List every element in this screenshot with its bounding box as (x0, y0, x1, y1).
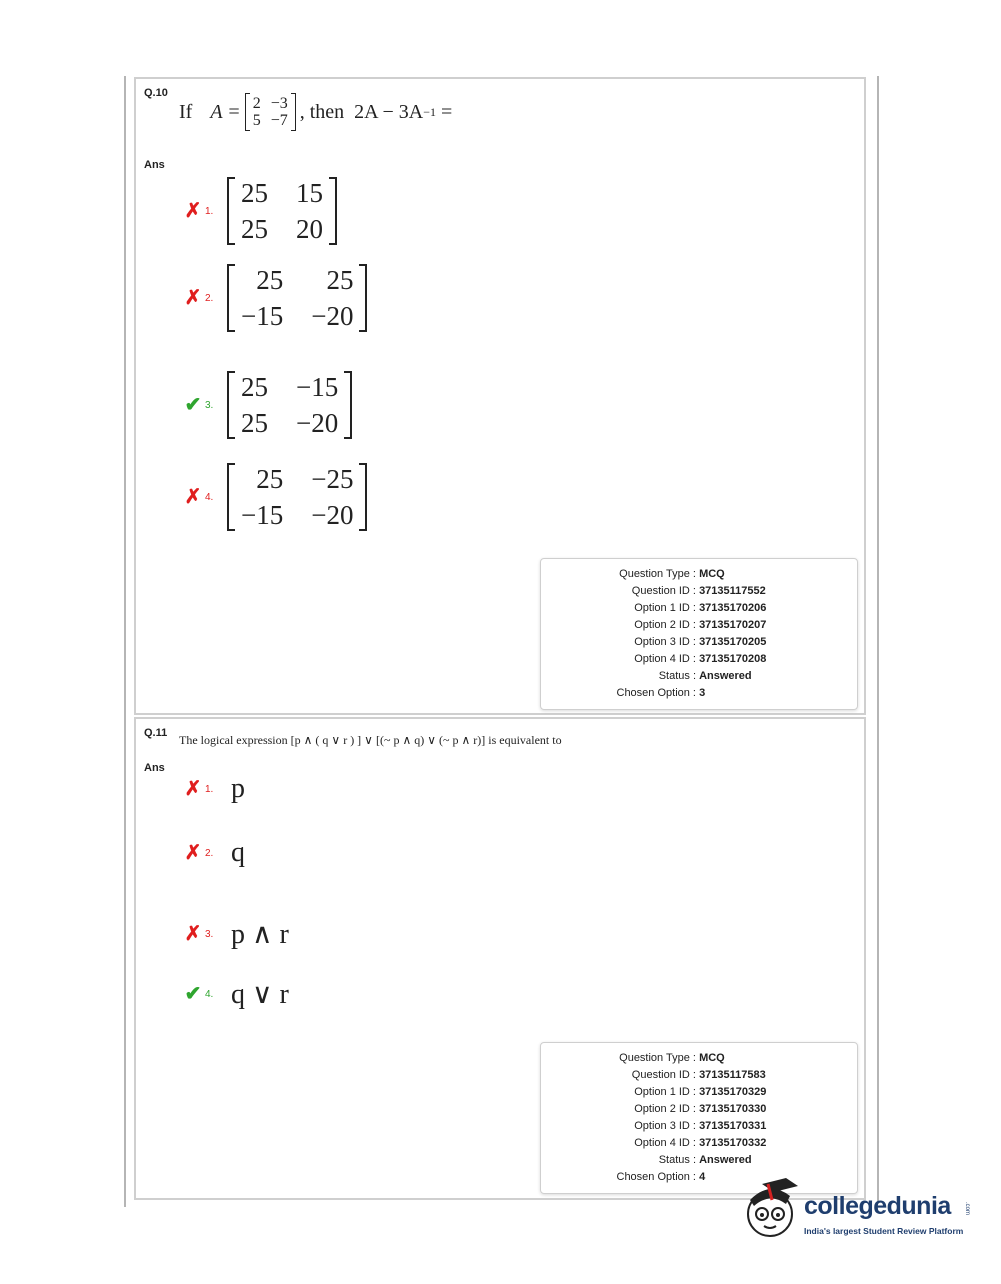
meta-option-4-id (634, 651, 766, 668)
meta-value: 4 (699, 1171, 706, 1183)
matrix-cell: −20 (311, 301, 354, 331)
meta-label: Option 1 ID : (634, 602, 696, 614)
option-number: 2. (205, 292, 214, 304)
matrix-cell: 2 (252, 95, 261, 112)
question-number: Q.10 (144, 87, 168, 99)
logo-tagline: India's largest Student Review Platform (804, 1226, 964, 1236)
correct-check-icon: ✔ (184, 394, 202, 416)
meta-label: Option 1 ID : (634, 1086, 696, 1098)
meta-label: Option 3 ID : (634, 636, 696, 648)
left-bracket (227, 177, 235, 245)
wrong-cross-icon: ✗ (184, 842, 202, 864)
question-stem: The logical expression [p ∧ ( q ∨ r ) ] ∨ [(~ p ∧ q) ∨ (~ p ∧ r)] is equivalent to (179, 733, 562, 747)
wrong-cross-icon: ✗ (184, 200, 202, 222)
option-4 (182, 463, 367, 531)
matrix-cell: 25 (241, 372, 268, 402)
option-2 (182, 264, 367, 332)
option-4 (182, 977, 289, 1011)
meta-question-type (619, 566, 725, 583)
left-page-rule (124, 76, 126, 1207)
collegedunia-logo (742, 1178, 972, 1248)
answer-label: Ans (144, 762, 165, 774)
meta-value: 37135170329 (699, 1086, 767, 1098)
matrix-cell: −20 (311, 500, 354, 530)
right-bracket (359, 264, 367, 332)
question-11-card (134, 717, 866, 1200)
option-text: q (231, 837, 245, 868)
right-bracket (344, 371, 352, 439)
logo-com: .com (964, 1202, 970, 1216)
matrix-cell: −15 (241, 500, 284, 530)
meta-option-1-id (634, 600, 766, 617)
right-bracket (291, 93, 296, 131)
stem-superscript: −1 (423, 104, 436, 119)
meta-label: Question ID : (631, 585, 696, 597)
meta-status (659, 668, 752, 685)
meta-label: Option 4 ID : (634, 1137, 696, 1149)
option-number: 2. (205, 847, 214, 859)
meta-value: 37135170207 (699, 619, 767, 631)
option-matrix (227, 371, 352, 439)
meta-value: Answered (699, 1154, 752, 1166)
meta-label: Option 2 ID : (634, 619, 696, 631)
answer-label: Ans (144, 159, 165, 171)
matrix-cell: 25 (326, 265, 354, 295)
correct-check-icon: ✔ (184, 983, 202, 1005)
meta-chosen-option (617, 1169, 706, 1186)
stem-equals: = (436, 100, 453, 123)
meta-label: Question ID : (631, 1069, 696, 1081)
option-number: 1. (205, 783, 214, 795)
matrix-cell: 25 (256, 265, 284, 295)
meta-label: Question Type : (619, 1052, 696, 1064)
matrix-cell: 25 (241, 178, 268, 208)
left-bracket (227, 463, 235, 531)
matrix-cell: −7 (270, 112, 288, 129)
wrong-cross-icon: ✗ (184, 486, 202, 508)
matrix-cell: 25 (241, 408, 268, 438)
meta-value: Answered (699, 670, 752, 682)
left-bracket (227, 264, 235, 332)
meta-label: Chosen Option : (616, 1171, 696, 1183)
wrong-cross-icon: ✗ (184, 923, 202, 945)
option-matrix (227, 177, 337, 245)
stem-if: If (179, 100, 193, 123)
meta-label: Question Type : (619, 568, 696, 580)
matrix-cell: 25 (241, 214, 268, 244)
option-text: q ∨ r (231, 979, 289, 1010)
option-number: 4. (205, 491, 214, 503)
option-text: p (231, 773, 245, 804)
question-stem (179, 93, 452, 131)
matrix-cell: 5 (252, 112, 261, 129)
option-3 (182, 917, 289, 951)
matrix-cell: 25 (256, 464, 284, 494)
stem-variable: A = (210, 100, 241, 123)
meta-option-3-id (634, 634, 766, 651)
meta-value: 37135117552 (699, 585, 766, 597)
stem-matrix (245, 93, 296, 131)
meta-label: Chosen Option : (616, 687, 696, 699)
meta-option-3-id (634, 1118, 766, 1135)
option-matrix (227, 463, 367, 531)
matrix-grid (235, 371, 344, 439)
meta-option-1-id (634, 1084, 766, 1101)
meta-value: 3 (699, 687, 706, 699)
matrix-grid (235, 264, 359, 332)
matrix-cell: −15 (241, 301, 284, 331)
matrix-cell: 20 (296, 214, 323, 244)
option-1 (182, 773, 245, 805)
option-number: 3. (205, 928, 214, 940)
meta-question-id (632, 1067, 766, 1084)
meta-label: Status : (658, 670, 696, 682)
meta-value: 37135170208 (699, 653, 767, 665)
wrong-cross-icon: ✗ (184, 287, 202, 309)
matrix-cell: −20 (296, 408, 339, 438)
matrix-cell: 15 (296, 178, 323, 208)
option-3 (182, 371, 352, 439)
question-meta-panel (540, 1042, 858, 1194)
matrix-grid (235, 463, 359, 531)
left-bracket (227, 371, 235, 439)
question-meta-panel (540, 558, 858, 710)
meta-label: Option 2 ID : (634, 1103, 696, 1115)
meta-question-type (619, 1050, 725, 1067)
meta-status (659, 1152, 752, 1169)
meta-option-4-id (634, 1135, 766, 1152)
meta-value: 37135170332 (699, 1137, 767, 1149)
option-number: 3. (205, 399, 214, 411)
meta-value: MCQ (699, 568, 725, 580)
right-bracket (329, 177, 337, 245)
meta-value: 37135170205 (699, 636, 767, 648)
option-number: 1. (205, 205, 214, 217)
option-number: 4. (205, 988, 214, 1000)
meta-value: 37135170206 (699, 602, 767, 614)
wrong-cross-icon: ✗ (184, 778, 202, 800)
meta-label: Option 3 ID : (634, 1120, 696, 1132)
matrix-cell: −3 (270, 95, 288, 112)
option-2 (182, 837, 245, 869)
meta-option-2-id (634, 617, 766, 634)
meta-value: 37135170331 (699, 1120, 767, 1132)
meta-value: MCQ (699, 1052, 725, 1064)
option-matrix (227, 264, 367, 332)
matrix-cell: −15 (296, 372, 339, 402)
meta-value: 37135117583 (699, 1069, 766, 1081)
question-10-card (134, 77, 866, 715)
right-page-rule (877, 76, 879, 1201)
option-1 (182, 177, 337, 245)
matrix-grid (235, 177, 329, 245)
mascot-icon (742, 1178, 802, 1244)
meta-chosen-option (617, 685, 706, 702)
meta-label: Option 4 ID : (634, 653, 696, 665)
meta-label: Status : (658, 1154, 696, 1166)
question-number: Q.11 (144, 727, 168, 739)
meta-option-2-id (634, 1101, 766, 1118)
meta-value: 37135170330 (699, 1103, 767, 1115)
meta-question-id (632, 583, 766, 600)
option-text: p ∧ r (231, 919, 289, 950)
stem-then: , then 2A − 3A (299, 100, 424, 123)
right-bracket (359, 463, 367, 531)
logo-wordmark: collegedunia (804, 1192, 951, 1220)
matrix-cell: −25 (311, 464, 354, 494)
